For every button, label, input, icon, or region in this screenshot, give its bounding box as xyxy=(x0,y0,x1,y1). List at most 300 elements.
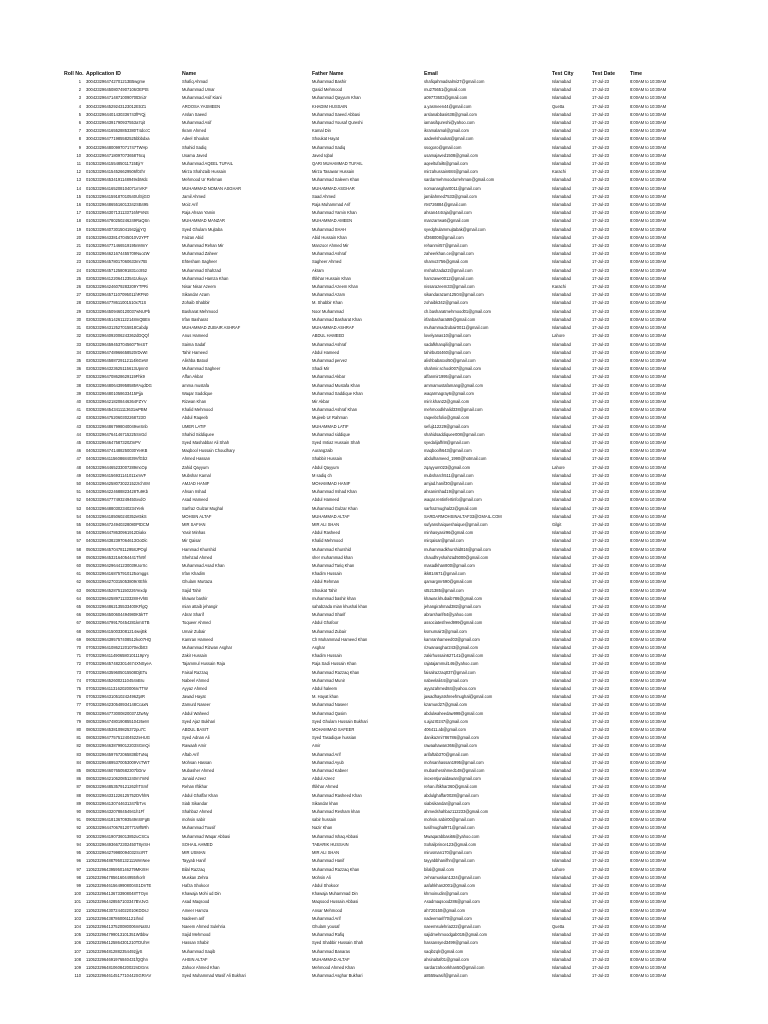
table-row xyxy=(62,546,754,554)
cell-email: ssogoro@gmail.com xyxy=(424,144,462,150)
cell-application-id: 0405232964724940328080PtDCM xyxy=(86,521,150,527)
cell-email: ksmumair3@gmail.com xyxy=(424,628,467,634)
cell-name: Ahmed Hassan xyxy=(182,456,210,462)
cell-time: 8:00AM to 10:30AM xyxy=(630,177,667,183)
cell-email: khmoinudin@gmail.com xyxy=(424,891,468,897)
table-row xyxy=(62,480,754,488)
cell-roll-no: 81 xyxy=(76,735,81,741)
cell-test-date: 17-Jul-23 xyxy=(592,784,610,790)
cell-test-city: Karachi xyxy=(552,284,566,290)
cell-roll-no: 10 xyxy=(76,152,81,158)
cell-father-name: Abdul Shokoor xyxy=(312,882,339,888)
cell-name: Raja Ahsan Yamin xyxy=(182,210,216,216)
cell-roll-no: 49 xyxy=(76,472,81,478)
cell-father-name: Muhammad Arif xyxy=(312,751,341,757)
cell-father-name: Shoukat Hayat xyxy=(312,136,339,142)
cell-father-name: Abdul Ghafoor xyxy=(312,620,339,626)
cell-roll-no: 109 xyxy=(74,964,81,970)
cell-roll-no: 22 xyxy=(76,251,81,257)
cell-time: 8:00AM to 10:30AM xyxy=(630,111,667,117)
table-row xyxy=(62,316,754,324)
cell-roll-no: 39 xyxy=(76,390,81,396)
cell-roll-no: 43 xyxy=(76,423,81,429)
cell-name: Syed Ajaz Bukhari xyxy=(182,718,216,724)
table-row xyxy=(62,226,754,234)
cell-test-date: 17-Jul-23 xyxy=(592,973,610,979)
cell-test-date: 17-Jul-23 xyxy=(592,620,610,626)
cell-father-name: Muhammad Basharat Khan xyxy=(312,316,362,322)
cell-email: saqibzqlr@gmail.com xyxy=(424,948,464,954)
cell-application-id: 1105232964887950132111WmNee xyxy=(86,858,150,864)
cell-time: 8:00AM to 10:30AM xyxy=(630,825,667,831)
table-row xyxy=(62,431,754,439)
cell-father-name: Muhammad Rasheed Khan xyxy=(312,792,362,798)
cell-time: 8:00AM to 10:30AM xyxy=(630,546,667,552)
cell-application-id: 0405232964115608684039VfGb2 xyxy=(86,456,148,462)
cell-name: Muhammad Rehan Mir xyxy=(182,243,224,249)
cell-father-name: MIR ALI SHAN xyxy=(312,850,340,856)
cell-time: 8:00AM to 10:30AM xyxy=(630,768,667,774)
cell-father-name: Muhammad Ishaq Abbasi xyxy=(312,833,359,839)
cell-test-city: Islamabad xyxy=(552,325,571,331)
cell-name: Asad Hameed xyxy=(182,497,208,503)
cell-test-city: Islamabad xyxy=(552,415,571,421)
cell-test-city: Islamabad xyxy=(552,571,571,577)
table-row xyxy=(62,783,754,791)
cell-father-name: Muhammad Munir xyxy=(312,677,345,683)
table-row xyxy=(62,135,754,143)
cell-test-city: Islamabad xyxy=(552,751,571,757)
cell-time: 8:00AM to 10:30AM xyxy=(630,316,667,322)
cell-time: 8:00AM to 10:30AM xyxy=(630,661,667,667)
cell-father-name: Muhammad Yamin Khan xyxy=(312,210,357,216)
cell-email: nomanasghar0011@gmail.com xyxy=(424,185,481,191)
cell-application-id: 0705232964108621201070edb03 xyxy=(86,645,148,651)
cell-name: AHSIN ALTAF xyxy=(182,956,208,962)
table-row xyxy=(62,127,754,135)
cell-father-name: Abdul Rasheed xyxy=(312,530,340,536)
cell-test-city: Lahore xyxy=(552,866,565,872)
table-row xyxy=(62,332,754,340)
cell-email: nadeemarif70@gmail.com xyxy=(424,915,472,921)
cell-name: Abdul Ghaffar Khan xyxy=(182,792,218,798)
table-row xyxy=(62,382,754,390)
cell-time: 8:00AM to 10:30AM xyxy=(630,161,667,167)
cell-name: Khawaja Mohi ud Din xyxy=(182,891,221,897)
cell-email: arifaftab370@gmail.com xyxy=(424,751,469,757)
cell-email: qamargmr690@gmail.com xyxy=(424,579,473,585)
cell-roll-no: 63 xyxy=(76,587,81,593)
cell-roll-no: 89 xyxy=(76,800,81,806)
cell-time: 8:00AM to 10:30AM xyxy=(630,333,667,339)
cell-name: Syed Ghulam Mujtaba xyxy=(182,226,223,232)
table-row xyxy=(62,726,754,734)
table-row xyxy=(62,611,754,619)
cell-test-date: 17-Jul-23 xyxy=(592,169,610,175)
table-row xyxy=(62,578,754,586)
cell-test-date: 17-Jul-23 xyxy=(592,316,610,322)
cell-test-city: Islamabad xyxy=(552,612,571,618)
cell-roll-no: 103 xyxy=(74,915,81,921)
cell-email: manzarrwa6@gmail.com xyxy=(424,218,470,224)
cell-roll-no: 24 xyxy=(76,267,81,273)
cell-test-date: 17-Jul-23 xyxy=(592,874,610,880)
cell-name: Shehzad Ahmed xyxy=(182,554,213,560)
cell-name: Muhammad Zaheer xyxy=(182,251,218,257)
cell-test-date: 17-Jul-23 xyxy=(592,948,610,954)
cell-time: 8:00AM to 10:30AM xyxy=(630,538,667,544)
cell-application-id: 0605232964150033081214wvjBk xyxy=(86,628,147,634)
cell-test-date: 17-Jul-23 xyxy=(592,800,610,806)
cell-name: Asad Maqsood xyxy=(182,899,210,905)
cell-time: 8:00AM to 10:30AM xyxy=(630,784,667,790)
cell-name: Hassan Shabir xyxy=(182,940,209,946)
cell-test-city: Islamabad xyxy=(552,480,571,486)
cell-email: sardarzahoorkhan50@gmail.com xyxy=(424,964,485,970)
cell-father-name: MOHAMMAD SAFEER xyxy=(312,727,355,733)
cell-test-city: Islamabad xyxy=(552,932,571,938)
cell-test-date: 17-Jul-23 xyxy=(592,579,610,585)
cell-test-city: Islamabad xyxy=(552,858,571,864)
cell-application-id: 0105232964865516013342SB495 xyxy=(86,202,149,208)
cell-roll-no: 23 xyxy=(76,259,81,265)
cell-name: ABDUL BASIT xyxy=(182,727,209,733)
cell-application-id: 0105232964578017060633mr7tB xyxy=(86,259,148,265)
cell-father-name: Maqsood Hussain Abbasi xyxy=(312,899,359,905)
cell-name: Abdul Waheed xyxy=(182,710,209,716)
cell-father-name: Qasid Mehmood xyxy=(312,87,343,93)
cell-name: Sikandar Azam xyxy=(182,292,210,298)
cell-roll-no: 100 xyxy=(74,891,81,897)
table-row xyxy=(62,964,754,972)
cell-father-name: MUHAMMAD ALTAF xyxy=(312,956,350,962)
cell-test-city: Islamabad xyxy=(552,193,571,199)
cell-test-city: Islamabad xyxy=(552,234,571,240)
cell-roll-no: 36 xyxy=(76,366,81,372)
cell-name: Moiz Arif xyxy=(182,202,198,208)
table-row xyxy=(62,152,754,160)
cell-time: 8:00AM to 10:30AM xyxy=(630,95,667,101)
cell-test-city: Islamabad xyxy=(552,87,571,93)
table-row xyxy=(62,513,754,521)
cell-name: Ehtesham Sagheer xyxy=(182,259,218,265)
cell-roll-no: 17 xyxy=(76,210,81,216)
cell-test-city: Islamabad xyxy=(552,267,571,273)
cell-test-city: Islamabad xyxy=(552,210,571,216)
cell-email: sardarmehmoodurrehman@gmail.com xyxy=(424,177,495,183)
cell-application-id: 0305232964752060302268723O xyxy=(86,415,147,421)
table-row xyxy=(62,751,754,759)
table-row xyxy=(62,628,754,636)
cell-test-date: 17-Jul-23 xyxy=(592,267,610,273)
cell-father-name: Amir xyxy=(312,743,321,749)
cell-time: 8:00AM to 10:30AM xyxy=(630,456,667,462)
table-row xyxy=(62,939,754,947)
cell-father-name: Muhammad Ayub xyxy=(312,759,344,765)
cell-email: minhasyasir96@gmail.com xyxy=(424,530,474,536)
cell-name: Ameer Hamza xyxy=(182,907,209,913)
cell-time: 8:00AM to 10:30AM xyxy=(630,128,667,134)
cell-time: 8:00AM to 10:30AM xyxy=(630,79,667,84)
cell-father-name: Shabbir Hussain xyxy=(312,456,343,462)
cell-email: ikramalamal@gmail.com xyxy=(424,128,469,134)
cell-test-date: 17-Jul-23 xyxy=(592,882,610,888)
cell-time: 8:00AM to 10:30AM xyxy=(630,136,667,142)
cell-email: mehmoodkhalid338@gmail.com xyxy=(424,407,483,413)
cell-father-name: Muhammad Azam xyxy=(312,292,345,298)
cell-roll-no: 83 xyxy=(76,751,81,757)
cell-roll-no: 61 xyxy=(76,571,81,577)
cell-email: bilal@gmail.com xyxy=(424,866,455,872)
cell-email: arslanabbasi638@gmail.com xyxy=(424,111,477,117)
cell-application-id: 3004232964391790937553a7qit xyxy=(86,120,145,126)
cell-name: MUHAMMAD ZUBAIR ASHRAF xyxy=(182,325,241,331)
cell-test-date: 17-Jul-23 xyxy=(592,595,610,601)
cell-roll-no: 30 xyxy=(76,316,81,322)
cell-time: 8:00AM to 10:30AM xyxy=(630,899,667,905)
table-row xyxy=(62,488,754,496)
cell-roll-no: 9 xyxy=(78,144,81,150)
cell-father-name: Muhammad Asghar Bukhari xyxy=(312,973,363,979)
cell-father-name: MUHAMMAD ASGHAR xyxy=(312,185,355,191)
cell-father-name: Manzoor Ahmed Mir xyxy=(312,243,349,249)
cell-email: mohsin.sabir00@gmail.com xyxy=(424,817,475,823)
cell-test-date: 17-Jul-23 xyxy=(592,907,610,913)
cell-test-date: 17-Jul-23 xyxy=(592,825,610,831)
table-row xyxy=(62,349,754,357)
cell-email: muhammadzubair0011@gmail.com xyxy=(424,325,489,331)
cell-application-id: 0105232964534191148949xbMdc xyxy=(86,177,148,183)
cell-test-city: Islamabad xyxy=(552,973,571,979)
cell-test-date: 17-Jul-23 xyxy=(592,472,610,478)
cell-test-city: Islamabad xyxy=(552,128,571,134)
cell-test-city: Islamabad xyxy=(552,554,571,560)
cell-test-date: 17-Jul-23 xyxy=(592,751,610,757)
table-row xyxy=(62,242,754,250)
cell-roll-no: 54 xyxy=(76,513,81,519)
cell-email: masadkhan800@gmail.com xyxy=(424,562,475,568)
cell-application-id: 1105232964615649908004S1DnTE xyxy=(86,882,152,888)
cell-email: hamzawe0012@gmail.com xyxy=(424,275,474,281)
cell-father-name: Shadi Mir xyxy=(312,366,330,372)
cell-time: 8:00AM to 10:30AM xyxy=(630,858,667,864)
cell-test-city: Islamabad xyxy=(552,144,571,150)
cell-application-id: 1105232964307244022010KDDsJ xyxy=(86,907,149,913)
cell-test-city: Islamabad xyxy=(552,850,571,856)
cell-time: 8:00AM to 10:30AM xyxy=(630,915,667,921)
table-row xyxy=(62,447,754,455)
cell-time: 8:00AM to 10:30AM xyxy=(630,817,667,823)
table-row xyxy=(62,406,754,414)
cell-father-name: Muhammad Saleem Khan xyxy=(312,177,360,183)
cell-roll-no: 76 xyxy=(76,694,81,700)
cell-roll-no: 96 xyxy=(76,858,81,864)
cell-test-date: 17-Jul-23 xyxy=(592,464,610,470)
table-row xyxy=(62,931,754,939)
cell-test-date: 17-Jul-23 xyxy=(592,792,610,798)
cell-father-name: Muhammad Yousaf Qureshi xyxy=(312,120,363,126)
cell-time: 8:00AM to 10:30AM xyxy=(630,710,667,716)
cell-test-date: 17-Jul-23 xyxy=(592,891,610,897)
cell-application-id: 0405232964156931141011xmVF xyxy=(86,472,147,478)
table-row xyxy=(62,915,754,923)
cell-roll-no: 86 xyxy=(76,776,81,782)
cell-name: Abdul Raqeeb xyxy=(182,415,208,421)
cell-email: shahmir.school007@gmail.com xyxy=(424,366,481,372)
cell-test-date: 17-Jul-23 xyxy=(592,120,610,126)
cell-test-date: 17-Jul-23 xyxy=(592,95,610,101)
cell-email: naeemsulehria222@gmail.com xyxy=(424,923,481,929)
cell-name: Rizwan Khan xyxy=(182,398,207,404)
table-row xyxy=(62,701,754,709)
cell-application-id: 0305232964708628629119Fhk9 xyxy=(86,374,145,380)
cell-email: usamajaved1508@gmail.com xyxy=(424,152,478,158)
cell-test-city: Islamabad xyxy=(552,308,571,314)
cell-time: 8:00AM to 10:30AM xyxy=(630,562,667,568)
cell-test-city: Islamabad xyxy=(552,595,571,601)
cell-application-id: 0105232964154526629506f0zhr xyxy=(86,169,146,175)
cell-application-id: 0305232964647587320ZmPV xyxy=(86,439,141,445)
table-row xyxy=(62,201,754,209)
table-row xyxy=(62,505,754,513)
cell-test-city: Islamabad xyxy=(552,874,571,880)
cell-test-city: Islamabad xyxy=(552,161,571,167)
cell-test-date: 17-Jul-23 xyxy=(592,546,610,552)
cell-father-name: MUHAMMAD LATIF xyxy=(312,423,349,429)
cell-test-city: Islamabad xyxy=(552,546,571,552)
cell-time: 8:00AM to 10:30AM xyxy=(630,694,667,700)
cell-name: mian attaib jehangir xyxy=(182,604,218,609)
cell-roll-no: 1 xyxy=(78,79,81,84)
table-row xyxy=(62,652,754,660)
cell-application-id: 0605232964799170454281kmSTB xyxy=(86,620,150,626)
cell-test-city: Islamabad xyxy=(552,579,571,585)
cell-test-city: Islamabad xyxy=(552,702,571,708)
cell-father-name: Muhammad Irshad Khan xyxy=(312,489,357,495)
cell-father-name: TABARIK HUSSAIN xyxy=(312,841,349,847)
cell-name: Saima Sadaf xyxy=(182,341,206,347)
cell-test-date: 17-Jul-23 xyxy=(592,505,610,511)
cell-name: Muhammad Asad Khan xyxy=(182,562,225,568)
cell-roll-no: 31 xyxy=(76,325,81,331)
cell-name: Mohsan Hassan xyxy=(182,759,212,765)
cell-application-id: 0405232964224688823428Tu9Kb xyxy=(86,489,148,495)
cell-application-id: 3004232964165528853380T4dccC xyxy=(86,128,151,134)
cell-roll-no: 35 xyxy=(76,357,81,363)
table-row xyxy=(62,111,754,119)
cell-roll-no: 69 xyxy=(76,636,81,642)
cell-roll-no: 50 xyxy=(76,480,81,486)
cell-roll-no: 44 xyxy=(76,431,81,437)
table-row xyxy=(62,414,754,422)
cell-father-name: Syed Imtiaz Hussain Shah xyxy=(312,439,361,445)
cell-time: 8:00AM to 10:30AM xyxy=(630,636,667,642)
cell-time: 8:00AM to 10:30AM xyxy=(630,702,667,708)
cell-time: 8:00AM to 10:30AM xyxy=(630,423,667,429)
cell-test-city: Islamabad xyxy=(552,390,571,396)
cell-father-name: Sagheer Ahmed xyxy=(312,259,342,265)
cell-application-id: 0405232964465233007289mcOp xyxy=(86,464,148,470)
table-row xyxy=(62,324,754,332)
cell-application-id: 1105232964799013101351Wtbbw xyxy=(86,932,149,938)
cell-roll-no: 98 xyxy=(76,874,81,880)
cell-name: Siab Sikandar xyxy=(182,800,208,806)
cell-email: waqarmagray6@gmail.com xyxy=(424,390,474,396)
cell-test-city: Islamabad xyxy=(552,604,571,609)
cell-test-date: 17-Jul-23 xyxy=(592,259,610,265)
cell-application-id: 1105232964810608420022nDGns xyxy=(86,964,149,970)
cell-time: 8:00AM to 10:30AM xyxy=(630,653,667,659)
cell-test-city: Islamabad xyxy=(552,357,571,363)
cell-roll-no: 13 xyxy=(76,177,81,183)
cell-time: 8:00AM to 10:30AM xyxy=(630,489,667,495)
cell-roll-no: 57 xyxy=(76,538,81,544)
cell-test-city: Islamabad xyxy=(552,111,571,117)
cell-test-date: 17-Jul-23 xyxy=(592,587,610,593)
cell-application-id: 0105232964073015041942jgjYQ xyxy=(86,226,147,232)
cell-name: Affan Akbar xyxy=(182,374,204,380)
cell-email: tayyabbhanifhn@gmail.com xyxy=(424,858,475,864)
cell-father-name: Mohsin Ali xyxy=(312,874,331,880)
cell-time: 8:00AM to 10:30AM xyxy=(630,210,667,216)
cell-father-name: Raja Muhammad Arif xyxy=(312,202,351,208)
cell-test-date: 17-Jul-23 xyxy=(592,956,610,962)
cell-email: Mwaqarabbasi66@yahoo.com xyxy=(424,833,480,839)
cell-roll-no: 41 xyxy=(76,407,81,413)
cell-email: shahidsaddiquee008@gmail.com xyxy=(424,431,485,437)
cell-roll-no: 95 xyxy=(76,850,81,856)
cell-roll-no: 85 xyxy=(76,768,81,774)
cell-test-city: Islamabad xyxy=(552,817,571,823)
cell-name: Adeel Shoukat xyxy=(182,136,209,142)
cell-application-id: 0205232964594537045607TesST xyxy=(86,341,148,347)
cell-father-name: Iftikhar Hussain Khan xyxy=(312,275,351,281)
cell-email: mirqaisar@gmail.com xyxy=(424,538,464,544)
cell-test-city: Islamabad xyxy=(552,645,571,651)
cell-test-city: Islamabad xyxy=(552,915,571,921)
cell-time: 8:00AM to 10:30AM xyxy=(630,809,667,815)
cell-application-id: 1005232964470678120771Wf5Rh xyxy=(86,825,149,831)
cell-roll-no: 66 xyxy=(76,612,81,618)
table-row xyxy=(62,570,754,578)
cell-test-date: 17-Jul-23 xyxy=(592,677,610,683)
cell-test-date: 17-Jul-23 xyxy=(592,735,610,741)
cell-name: amma mustafa xyxy=(182,382,210,388)
cell-father-name: Khadim Hussain xyxy=(312,571,342,577)
cell-name: Hafza Shokoor xyxy=(182,882,210,888)
table-row xyxy=(62,299,754,307)
cell-test-date: 17-Jul-23 xyxy=(592,407,610,413)
cell-test-city: Islamabad xyxy=(552,956,571,962)
cell-email: faisalrazzaq037@gmail.com xyxy=(424,669,476,675)
cell-test-date: 17-Jul-23 xyxy=(592,489,610,495)
cell-email: iamasifqureshi@yahoo.com xyxy=(424,120,475,126)
cell-email: shafiqahmadsalmi27@gmail.com xyxy=(424,79,485,84)
cell-test-date: 17-Jul-23 xyxy=(592,456,610,462)
cell-time: 8:00AM to 10:30AM xyxy=(630,341,667,347)
cell-time: 8:00AM to 10:30AM xyxy=(630,218,667,224)
cell-email: rawaahawan366@gmail.com xyxy=(424,743,477,749)
cell-email: zqayyum023@gmail.com xyxy=(424,464,471,470)
cell-test-date: 17-Jul-23 xyxy=(592,292,610,298)
cell-test-date: 17-Jul-23 xyxy=(592,653,610,659)
cell-time: 8:00AM to 10:30AM xyxy=(630,284,667,290)
cell-test-date: 17-Jul-23 xyxy=(592,185,610,191)
cell-application-id: 0205232964588729112114l6GeW xyxy=(86,357,148,363)
cell-test-date: 17-Jul-23 xyxy=(592,382,610,388)
cell-name: Nabeel Ahmed xyxy=(182,677,209,683)
cell-roll-no: 26 xyxy=(76,284,81,290)
